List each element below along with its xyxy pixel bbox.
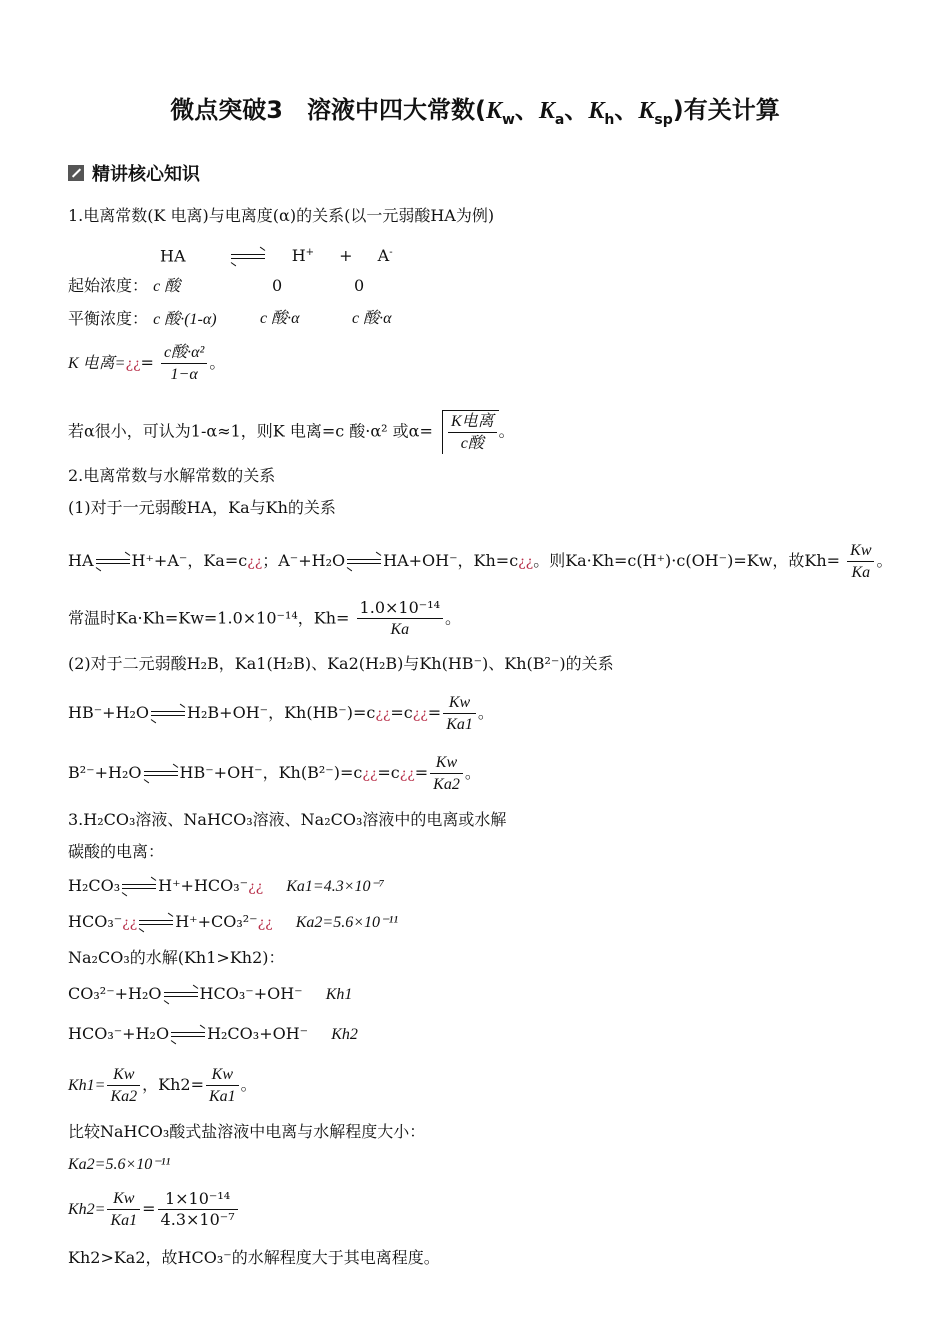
s2-line4: B²⁻+H₂O HB⁻+OH⁻，Kh(B²⁻)=c¿¿=c¿¿= $\frac{Kw}{Ka2}$ 。 (68, 754, 481, 793)
equilibrium-arrow-icon (139, 919, 173, 927)
s3-sub1: 碳酸的电离： (68, 842, 165, 861)
s3-sub2: Na₂CO₃的水解(Kh1>Kh2)： (68, 948, 285, 967)
s3-heading: 3.H₂CO₃溶液、NaHCO₃溶液、Na₂CO₃溶液中的电离或水解 (68, 810, 507, 829)
s1-heading: 1.电离常数(K 电离)与电离度(α)的关系(以一元弱酸HA为例) (68, 206, 495, 225)
s1-equilibrium-row: 平衡浓度： c 酸·(1-α) c 酸·α c 酸·α (68, 309, 392, 328)
s3-kh-formulas: Kh1= $\frac{Kw}{Ka2}$ ，Kh2= $\frac{Kw}{Ka1}$ 。 (68, 1066, 257, 1105)
equilibrium-arrow-icon (171, 1031, 205, 1039)
s1-k-formula: K 电离=¿¿= $\frac{\text{c酸·α²}}{1-\alpha}$ 。 (68, 344, 226, 383)
s1-initial-row: 起始浓度： c 酸 0 0 (68, 276, 365, 295)
s3-eq3: CO₃²⁻+H₂O HCO₃⁻+OH⁻ Kh1 (68, 984, 353, 1003)
s2-p2: (2)对于二元弱酸H₂B，Ka1(H₂B)、Ka2(H₂B)与Kh(HB⁻)、Kh(B²⁻)的关系 (68, 654, 614, 673)
equilibrium-arrow-icon (122, 883, 156, 891)
s3-eq1: H₂CO₃ H⁺+HCO₃⁻¿¿ Ka1=4.3×10⁻⁷ (68, 876, 385, 895)
s3-eq2: HCO₃⁻¿¿ H⁺+CO₃²⁻¿¿ Ka2=5.6×10⁻¹¹ (68, 912, 399, 931)
s3-conclusion: Kh2>Ka2，故HCO₃⁻的水解程度大于其电离程度。 (68, 1248, 440, 1267)
equilibrium-arrow-icon (96, 558, 130, 566)
section-heading: 精讲核心知识 (68, 160, 200, 186)
equilibrium-arrow-icon (151, 710, 185, 718)
equilibrium-arrow-icon (231, 253, 265, 261)
s2-line2: 常温时Ka·Kh=Kw=1.0×10⁻¹⁴，Kh= $\frac{\text{1.0×10⁻¹⁴}}{Ka}$ 。 (68, 598, 462, 638)
s3-eq4: HCO₃⁻+H₂O H₂CO₃+OH⁻ Kh2 (68, 1024, 358, 1043)
s3-kh2-calc: Kh2= $\frac{Kw}{Ka1}$ = $\frac{\text{1×10⁻¹⁴}}{\text{4.3×10⁻⁷}}$ (68, 1188, 240, 1231)
s3-ka2: Ka2=5.6×10⁻¹¹ (68, 1156, 171, 1173)
sqrt-icon: $\frac{\text{K电离}}{\text{c酸}}$ (442, 410, 499, 454)
equilibrium-arrow-icon (164, 991, 198, 999)
equilibrium-arrow-icon (347, 558, 381, 566)
page-title: 微点突破3 溶液中四大常数($K_w$、$K_a$、$K_h$、$K_{sp}$)有关计算 (170, 96, 780, 128)
s1-equation: HA H+ + A- (160, 246, 393, 266)
s2-line3: HB⁻+H₂O H₂B+OH⁻，Kh(HB⁻)=c¿¿=c¿¿= $\frac{Kw}{Ka1}$ 。 (68, 694, 494, 733)
s1-approx: 若α很小，可认为1-α≈1，则K 电离=c 酸·α² 或α= $\frac{\text{K电离}}{\text{c酸}}$ 。 (68, 410, 515, 454)
s2-p1: (1)对于一元弱酸HA，Ka与Kh的关系 (68, 498, 336, 517)
s2-line1: HA H⁺+A⁻，Ka=c¿¿；A⁻+H₂O HA+OH⁻，Kh=c¿¿。则Ka·Kh=c(H⁺)·c(OH⁻)=Kw，故Kh= $\frac{Kw}{Ka}$ 。 (68, 542, 893, 581)
s2-heading: 2.电离常数与水解常数的关系 (68, 466, 276, 485)
s3-sub3: 比较NaHCO₃酸式盐溶液中电离与水解程度大小： (68, 1122, 426, 1141)
equilibrium-arrow-icon (144, 770, 178, 778)
pencil-icon (68, 165, 84, 181)
